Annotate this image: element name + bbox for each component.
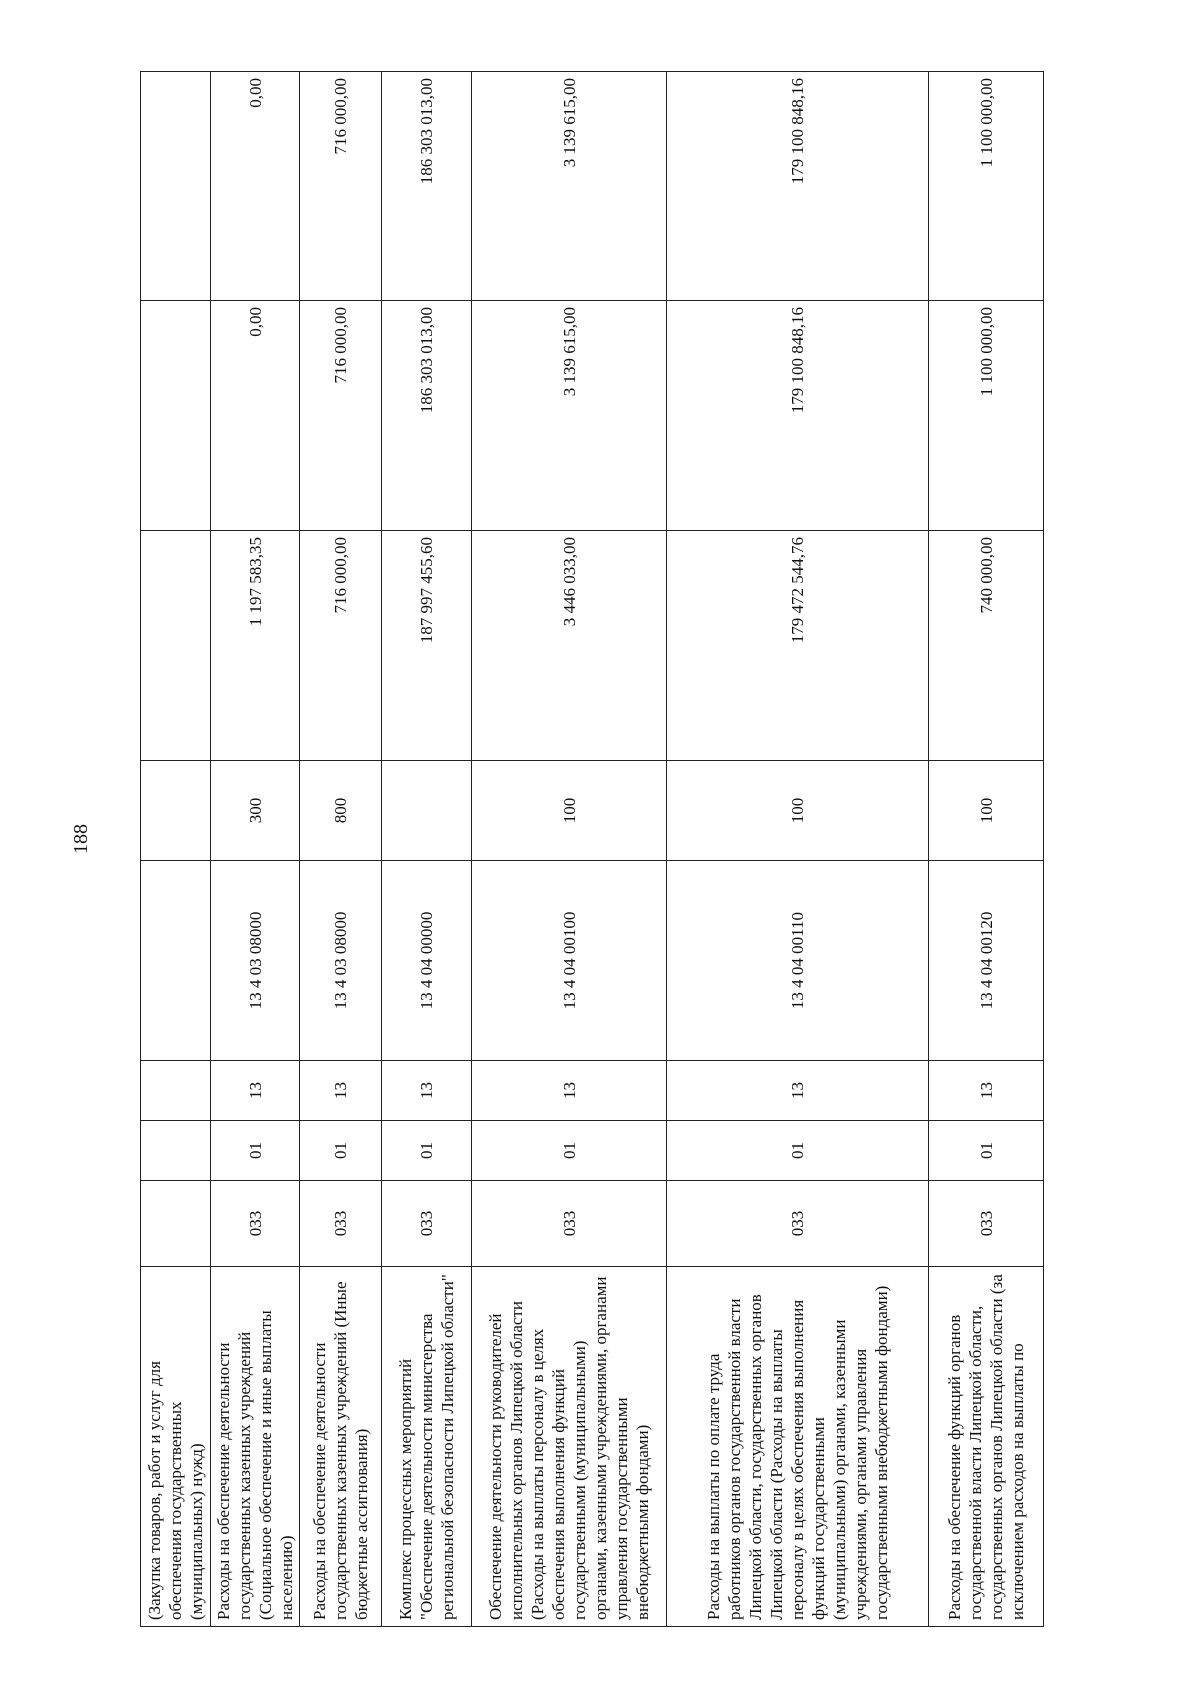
amount-year-1: 740 000,00: [929, 531, 1044, 761]
amount-year-3: 3 139 615,00: [472, 72, 667, 301]
target-article-code: 13 4 03 08000: [300, 861, 382, 1061]
ministry-code: 033: [211, 1181, 300, 1267]
amount-year-2: [141, 301, 211, 531]
subsection-code: 13: [472, 1061, 667, 1121]
section-code: 01: [472, 1121, 667, 1181]
target-article-code: 13 4 04 00100: [472, 861, 667, 1061]
expense-type-code: [141, 761, 211, 861]
amount-year-1: 1 197 583,35: [211, 531, 300, 761]
amount-year-1: 187 997 455,60: [382, 531, 472, 761]
expense-type-code: [382, 761, 472, 861]
row-description: Комплекс процессных мероприятий "Обеспечение деятельности министерства региональной безопасности Липецкой области": [382, 1267, 472, 1627]
table-row: [211, 72, 300, 1627]
row-description: Расходы на обеспечение деятельности государственных казенных учреждений (Иные бюджетные ассигнования): [300, 1267, 382, 1627]
expense-type-code: 100: [472, 761, 667, 861]
amount-year-2: 179 100 848,16: [667, 301, 929, 531]
amount-year-3: 716 000,00: [300, 72, 382, 301]
amount-year-2: 186 303 013,00: [382, 301, 472, 531]
section-code: 01: [382, 1121, 472, 1181]
table-row: [472, 72, 667, 1627]
target-article-code: 13 4 04 00120: [929, 861, 1044, 1061]
ministry-code: 033: [472, 1181, 667, 1267]
ministry-code: 033: [667, 1181, 929, 1267]
section-code: 01: [929, 1121, 1044, 1181]
target-article-code: [141, 861, 211, 1061]
amount-year-2: 0,00: [211, 301, 300, 531]
row-description: Расходы на выплаты по оплате труда работников органов государственной власти Липецкой области, государственных органов Липецкой области (Расходы на выплаты персоналу в целях обеспечения выполнения функций государственными (муниципальными) органами, казенными учреждениями, органами управления государственными внебюджетными фондами): [667, 1267, 929, 1627]
amount-year-2: 1 100 000,00: [929, 301, 1044, 531]
section-code: 01: [300, 1121, 382, 1181]
subsection-code: 13: [382, 1061, 472, 1121]
amount-year-1: 3 446 033,00: [472, 531, 667, 761]
subsection-code: 13: [929, 1061, 1044, 1121]
expense-type-code: 800: [300, 761, 382, 861]
row-description: Расходы на обеспечение деятельности государственных казенных учреждений (Социальное обеспечение и иные выплаты населению): [211, 1267, 300, 1627]
row-description: Обеспечение деятельности руководителей исполнительных органов Липецкой области (Расходы на выплаты персоналу в целях обеспечения выполнения функций государственными (муниципальными) органами, казенными учреждениями, органами управления государственными внебюджетными фондами): [472, 1267, 667, 1627]
ministry-code: 033: [929, 1181, 1044, 1267]
amount-year-3: 1 100 000,00: [929, 72, 1044, 301]
amount-year-3: 179 100 848,16: [667, 72, 929, 301]
budget-table: [140, 71, 1044, 1627]
amount-year-1: 179 472 544,76: [667, 531, 929, 761]
target-article-code: 13 4 04 00000: [382, 861, 472, 1061]
amount-year-3: 186 303 013,00: [382, 72, 472, 301]
target-article-code: 13 4 04 00110: [667, 861, 929, 1061]
table-row: [929, 72, 1044, 1627]
amount-year-1: [141, 531, 211, 761]
table-row: [300, 72, 382, 1627]
row-description: (Закупка товаров, работ и услуг для обеспечения государственных (муниципальных) нужд): [141, 1267, 211, 1627]
table-row: [382, 72, 472, 1627]
subsection-code: 13: [667, 1061, 929, 1121]
ministry-code: 033: [300, 1181, 382, 1267]
amount-year-2: 716 000,00: [300, 301, 382, 531]
ministry-code: 033: [382, 1181, 472, 1267]
row-description: Расходы на обеспечение функций органов государственной власти Липецкой области, государственных органов Липецкой области (за исключением расходов на выплаты по: [929, 1267, 1044, 1627]
expense-type-code: 300: [211, 761, 300, 861]
section-code: 01: [211, 1121, 300, 1181]
target-article-code: 13 4 03 08000: [211, 861, 300, 1061]
section-code: 01: [667, 1121, 929, 1181]
amount-year-3: 0,00: [211, 72, 300, 301]
table-row: [667, 72, 929, 1627]
amount-year-2: 3 139 615,00: [472, 301, 667, 531]
expense-type-code: 100: [667, 761, 929, 861]
table-row: [141, 72, 211, 1627]
ministry-code: [141, 1181, 211, 1267]
expense-type-code: 100: [929, 761, 1044, 861]
page-number: 188: [70, 824, 92, 854]
amount-year-1: 716 000,00: [300, 531, 382, 761]
subsection-code: 13: [300, 1061, 382, 1121]
subsection-code: 13: [211, 1061, 300, 1121]
amount-year-3: [141, 72, 211, 301]
subsection-code: [141, 1061, 211, 1121]
section-code: [141, 1121, 211, 1181]
